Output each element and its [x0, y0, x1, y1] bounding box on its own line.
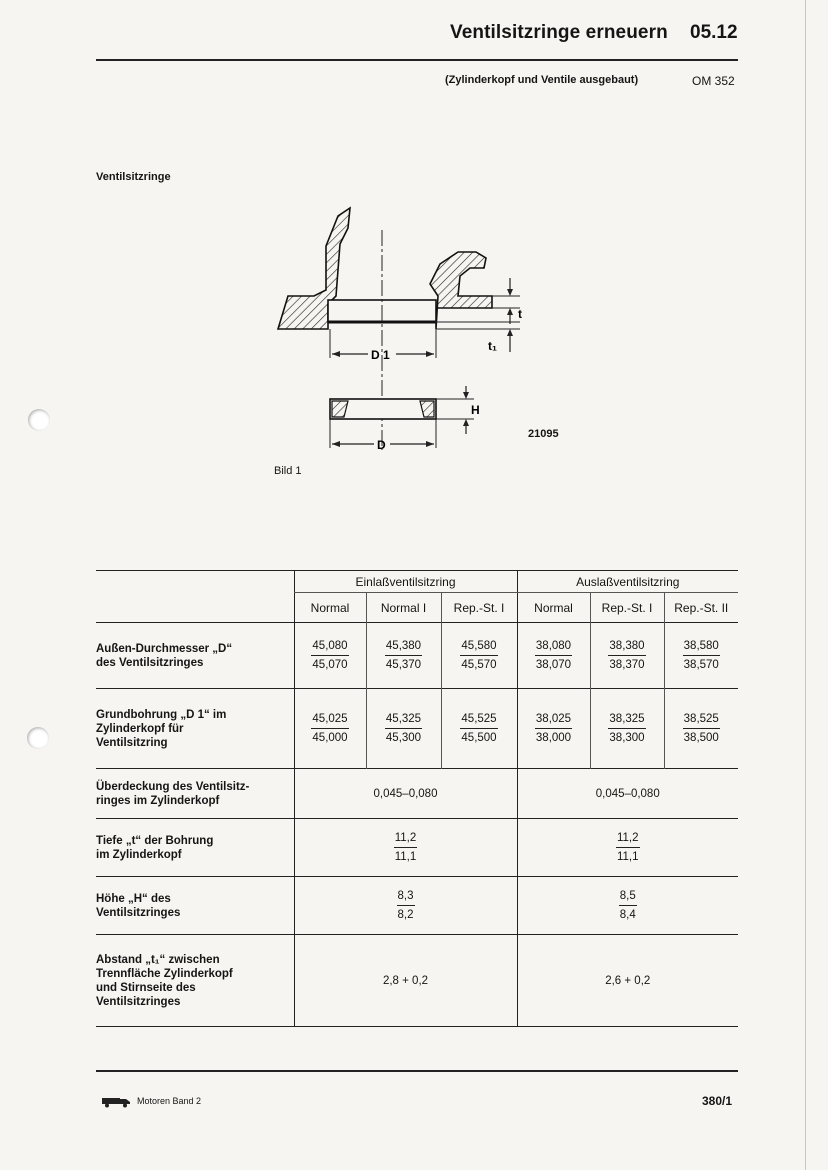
figure-caption: Bild 1 — [274, 465, 302, 477]
page-edge — [805, 0, 806, 1170]
row-overlap — [96, 769, 738, 819]
page-title: Ventilsitzringe erneuern — [450, 22, 668, 43]
cylinder-head-right — [430, 252, 492, 329]
group-intake: Einlaßventilsitzring — [294, 571, 517, 593]
distance-intake: 2,8 + 0,2 — [294, 935, 517, 1027]
label-t: t — [518, 307, 522, 321]
page-number: 380/1 — [702, 1094, 733, 1108]
distance-exhaust: 2,6 + 0,2 — [517, 935, 738, 1027]
footer-rule — [96, 1070, 738, 1072]
row-bore: Grundbohrung „D 1“ im Zylinderkopf für Ventilsitzring $\frac{45,025}{45,000}$ $\frac{45,325}{45,300}$ $\frac{45,525}{45,500}$ $\frac{38,025}{38,000}$ $\frac{38,325}{38,300}$ $\frac{38,525}{38,500}$ — [96, 689, 738, 769]
page-subtitle: (Zylinderkopf und Ventile ausgebaut) — [445, 74, 639, 86]
overlap-exhaust: 0,045–0,080 — [517, 769, 738, 819]
header-rule — [96, 59, 738, 61]
figure-number: 21095 — [528, 428, 559, 440]
label-d: D — [377, 438, 386, 452]
row-outer-diameter: Außen-Durchmesser „D“ des Ventilsitzringes $\frac{45,080}{45,070}$ $\frac{45,380}{45,370}$ $\frac{45,580}{45,570}$ $\frac{38,080}{38,070}$ $\frac{38,380}{38,370}$ $\frac{38,580}{38,570}$ — [96, 623, 738, 689]
label-d1: D 1 — [371, 348, 390, 362]
col-rep-st-i: Rep.-St. I — [441, 593, 517, 623]
truck-icon — [102, 1095, 132, 1113]
col-rep-st-i: Rep.-St. I — [590, 593, 664, 623]
group-exhaust: Auslaßventilsitzring — [517, 571, 738, 593]
row-label: Außen-Durchmesser „D“ des Ventilsitzringes — [96, 623, 294, 689]
column-header-row — [96, 593, 738, 623]
row-label: Grundbohrung „D 1“ im Zylinderkopf für Ventilsitzring — [96, 689, 294, 769]
row-label: Überdeckung des Ventilsitz- ringes im Zylinderkopf — [96, 769, 294, 819]
row-label: Höhe „H“ des Ventilsitzringes — [96, 877, 294, 935]
punch-hole-top — [28, 409, 50, 431]
row-height: Höhe „H“ des Ventilsitzringes $\frac{8,3}{8,2}$ $\frac{8,5}{8,4}$ — [96, 877, 738, 935]
valve-seat-diagram — [270, 200, 550, 465]
spec-table — [96, 570, 738, 1028]
label-h: H — [471, 403, 480, 417]
col-normal: Normal — [294, 593, 366, 623]
group-header-row — [96, 571, 738, 593]
label-t1: t₁ — [488, 339, 497, 353]
row-distance — [96, 935, 738, 1027]
engine-type: OM 352 — [692, 74, 735, 88]
row-depth: Tiefe „t“ der Bohrung im Zylinderkopf $\frac{11,2}{11,1}$ $\frac{11,2}{11,1}$ — [96, 819, 738, 877]
row-label: Tiefe „t“ der Bohrung im Zylinderkopf — [96, 819, 294, 877]
col-normal-i: Normal I — [366, 593, 441, 623]
col-rep-st-ii: Rep.-St. II — [664, 593, 738, 623]
row-label: Abstand „t₁“ zwischen Trennfläche Zylinderkopf und Stirnseite des Ventilsitzringes — [96, 935, 294, 1027]
section-number: 05.12 — [690, 22, 738, 43]
punch-hole-bottom — [27, 727, 49, 749]
col-normal: Normal — [517, 593, 590, 623]
section-heading: Ventilsitzringe — [96, 171, 171, 183]
footer-text: Motoren Band 2 — [137, 1096, 202, 1106]
overlap-intake: 0,045–0,080 — [294, 769, 517, 819]
diagram-svg — [270, 200, 550, 460]
